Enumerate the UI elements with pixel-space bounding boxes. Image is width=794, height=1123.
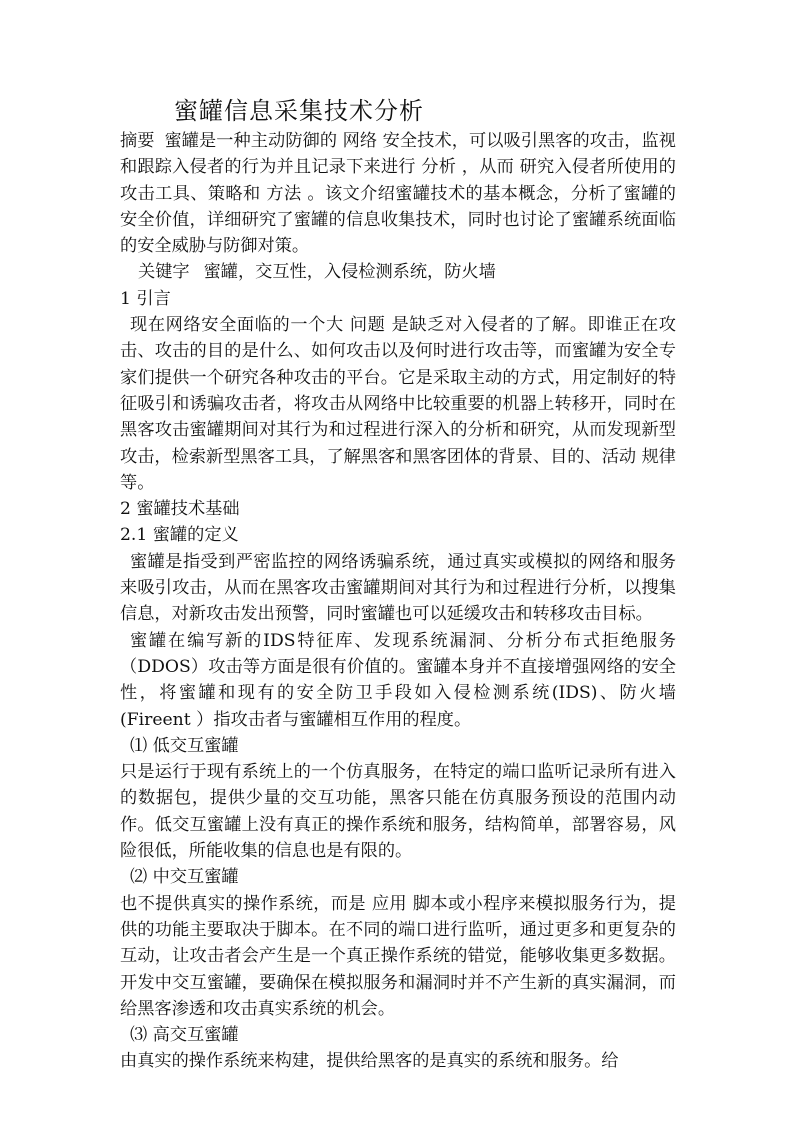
abstract-label: 摘要 <box>120 131 155 151</box>
section-heading-medium-interaction: ⑵ 中交互蜜罐 <box>130 867 239 888</box>
section-heading-honeypot-definition: 2.1 蜜罐的定义 <box>120 525 239 546</box>
abstract-paragraph <box>120 128 676 259</box>
page-title: 蜜罐信息采集技术分析 <box>174 97 424 125</box>
high-interaction-paragraph: 由真实的操作系统来构建，提供给黑客的是真实的系统和服务。给 <box>120 1051 619 1072</box>
section-heading-introduction: 1 引言 <box>120 288 171 309</box>
section-heading-honeypot-basics: 2 蜜罐技术基础 <box>120 499 240 520</box>
low-interaction-paragraph: 只是运行于现有系统上的一个仿真服务，在特定的端口监听记录所有进入的数据包，提供少量的交互功能，黑客只能在仿真服务预设的范围内动作。低交互蜜罐上没有真正的操作系统和服务，结构简单，部署容易，风险很低，所能收集的信息也是有限的。 <box>120 762 676 862</box>
definition-paragraph: 蜜罐是指受到严密监控的网络诱骗系统，通过真实或模拟的网络和服务来吸引攻击，从而在黑客攻击蜜罐期间对其行为和过程进行分析，以搜集信息，对新攻击发出预警，同时蜜罐也可以延缓攻击和转移攻击目标。 <box>120 551 676 625</box>
document-body <box>120 128 676 1075</box>
section-heading-high-interaction: ⑶ 高交互蜜罐 <box>130 1025 239 1046</box>
value-paragraph: 蜜罐在编写新的IDS特征库、发现系统漏洞、分析分布式拒绝服务（DDOS）攻击等方面是很有价值的。蜜罐本身并不直接增强网络的安全性，将蜜罐和现有的安全防卫手段如入侵检测系统(IDS)、防火墙(Fireent ）指攻击者与蜜罐相互作用的程度。 <box>120 630 676 730</box>
medium-interaction-paragraph: 也不提供真实的操作系统，而是 应用 脚本或小程序来模拟服务行为，提供的功能主要取决于脚本。在不同的端口进行监听，通过更多和更复杂的互动，让攻击者会产生是一个真正操作系统的错觉，能够收集更多数据。开发中交互蜜罐，要确保在模拟服务和漏洞时并不产生新的真实漏洞，而给黑客渗透和攻击真实系统的机会。 <box>120 893 676 1019</box>
keywords-value: 蜜罐，交互性，入侵检测系统，防火墙 <box>203 262 496 283</box>
section-heading-low-interaction: ⑴ 低交互蜜罐 <box>130 735 239 756</box>
introduction-paragraph: 现在网络安全面临的一个大 问题 是缺乏对入侵者的了解。即谁正在攻击、攻击的目的是什么、如何攻击以及何时进行攻击等，而蜜罐为安全专家们提供一个研究各种攻击的平台。它是采取主动的方式，用定制好的特征吸引和诱骗攻击者，将攻击从网络中比较重要的机器上转移开，同时在黑客攻击蜜罐期间对其行为和过程进行深入的分析和研究，从而发现新型攻击，检索新型黑客工具，了解黑客和黑客团体的背景、目的、活动 规律 等。 <box>120 315 676 493</box>
keywords-label: 关键字 <box>138 262 190 283</box>
abstract-text: 蜜罐是一种主动防御的 网络 安全技术，可以吸引黑客的攻击，监视和跟踪入侵者的行为并且记录下来进行 分析 ，从而 研究入侵者所使用的攻击工具、策略和 方法 。该文介绍蜜罐技术的基本概念，分析了蜜罐的安全价值，详细研究了蜜罐的信息收集技术，同时也讨论了蜜罐系统面临的安全威胁与防御对策。 <box>120 131 676 257</box>
keywords-line <box>120 259 676 285</box>
